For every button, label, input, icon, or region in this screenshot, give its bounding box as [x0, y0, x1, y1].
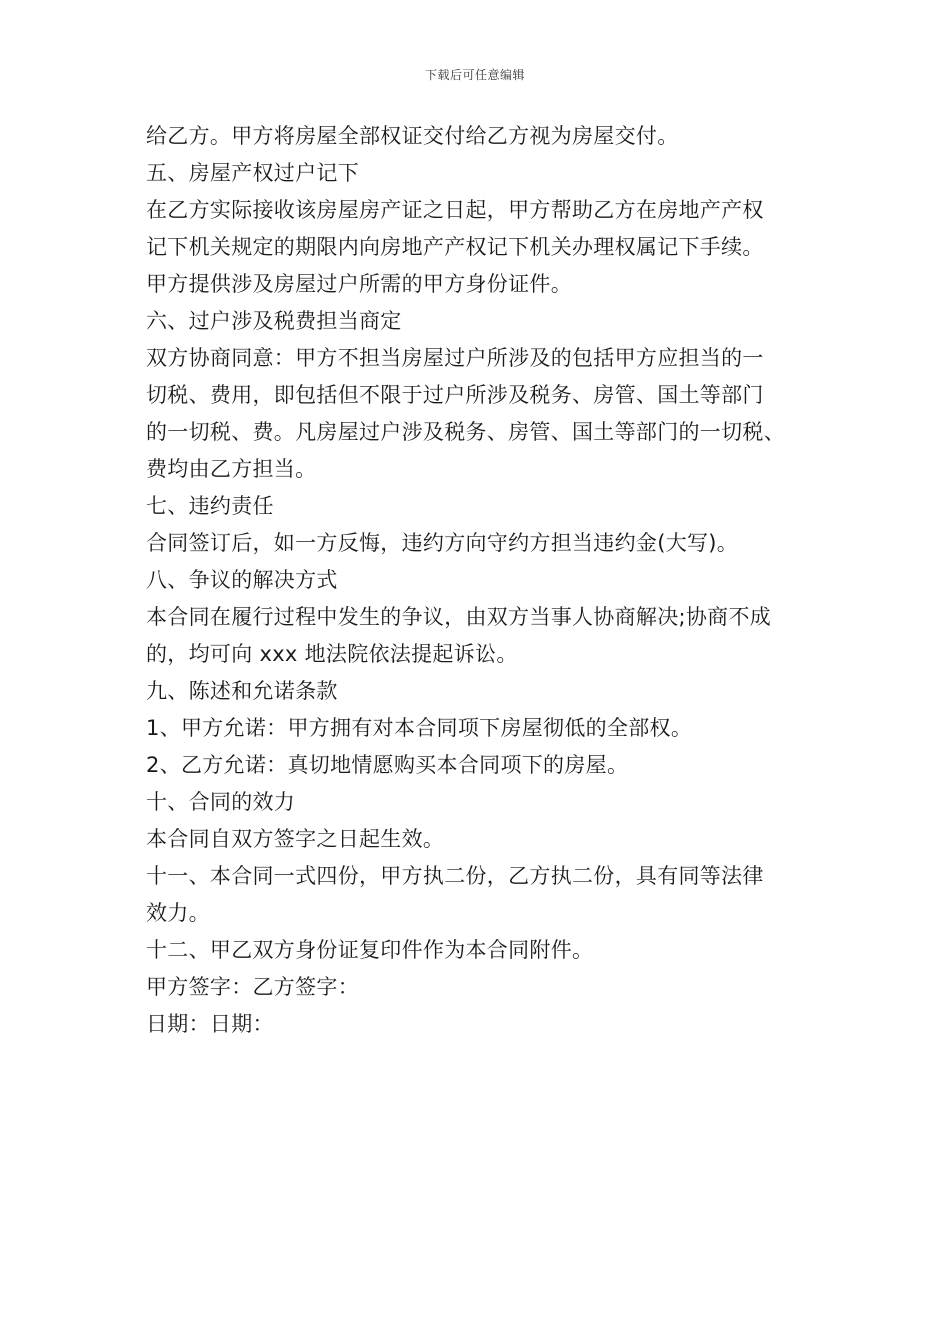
section-heading: 五、房屋产权过户记下 [146, 161, 359, 185]
text-line: 效力。 [146, 901, 210, 925]
text-line: 本合同自双方签字之日起生效。 [146, 827, 445, 851]
section-heading: 七、违约责任 [146, 494, 274, 518]
date-line: 日期：日期： [146, 1012, 274, 1036]
text-line: 十一、本合同一式四份，甲方执二份，乙方执二份，具有同等法律 [146, 864, 764, 888]
section-heading: 八、争议的解决方式 [146, 568, 338, 592]
page-header: 下载后可任意编辑 [424, 68, 525, 82]
text-line: 甲方提供涉及房屋过户所需的甲方身份证件。 [146, 272, 572, 296]
text-line: 本合同在履行过程中发生的争议，由双方当事人协商解决;协商不成 [146, 605, 772, 629]
text-line: 1、甲方允诺：甲方拥有对本合同项下房屋彻低的全部权。 [146, 716, 693, 740]
text-line: 费均由乙方担当。 [146, 457, 317, 481]
text-line: 的，均可向 xxx 地法院依法提起诉讼。 [146, 642, 518, 666]
text-line: 十二、甲乙双方身份证复印件作为本合同附件。 [146, 938, 594, 962]
section-heading: 十、合同的效力 [146, 790, 296, 814]
section-heading: 九、陈述和允诺条款 [146, 679, 338, 703]
text-line: 的一切税、费。凡房屋过户涉及税务、房管、国土等部门的一切税、 [146, 420, 785, 444]
text-line: 记下机关规定的期限内向房地产产权记下机关办理权属记下手续。 [146, 235, 764, 259]
text-line: 2、乙方允诺：真切地情愿购买本合同项下的房屋。 [146, 753, 629, 777]
text-line: 给乙方。甲方将房屋全部权证交付给乙方视为房屋交付。 [146, 124, 679, 148]
text-line: 合同签订后，如一方反悔，违约方向守约方担当违约金(大写)。 [146, 531, 739, 555]
text-line: 在乙方实际接收该房屋房产证之日起，甲方帮助乙方在房地产产权 [146, 198, 764, 222]
contract-body [146, 118, 826, 1043]
signature-line: 甲方签字：乙方签字： [146, 975, 359, 999]
section-heading: 六、过户涉及税费担当商定 [146, 309, 402, 333]
text-line: 切税、费用，即包括但不限于过户所涉及税务、房管、国土等部门 [146, 383, 764, 407]
text-line: 双方协商同意：甲方不担当房屋过户所涉及的包括甲方应担当的一 [146, 346, 764, 370]
